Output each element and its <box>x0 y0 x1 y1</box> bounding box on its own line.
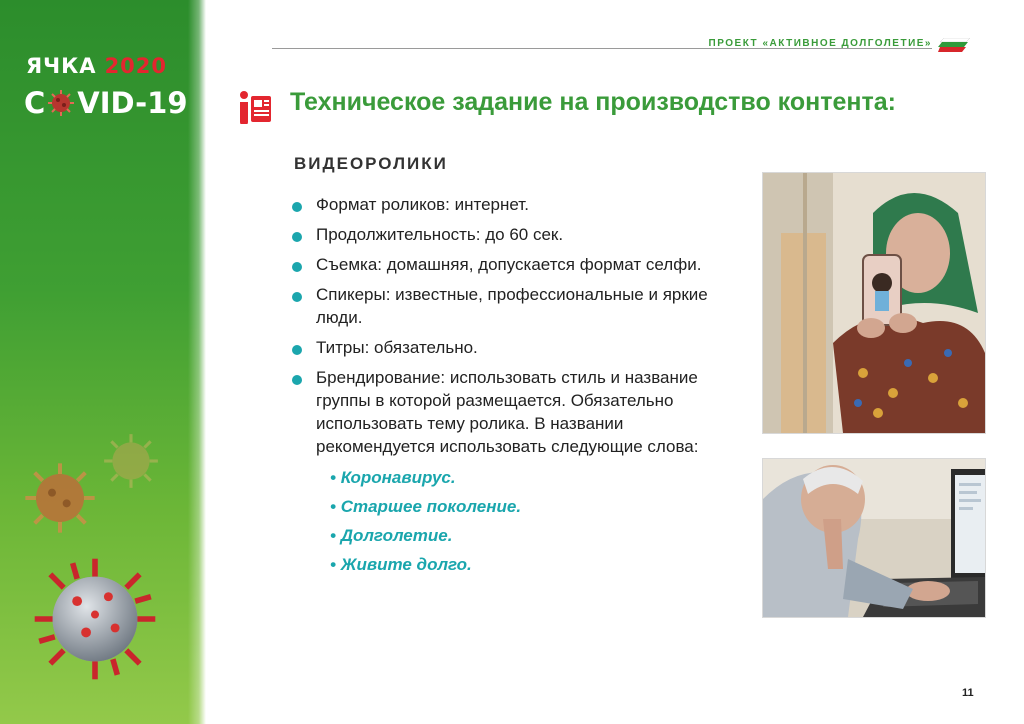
logo-brand-line <box>26 54 167 78</box>
list-item-text: Брендирование: использовать стиль и название группы в которой размещается. Обязательно использовать тему ролика. В названии рекомендуется использовать следующие слова: <box>316 368 699 456</box>
project-title: ПРОЕКТ «АКТИВНОЕ ДОЛГОЛЕТИЕ» <box>708 38 932 49</box>
keyword-text: Живите долго. <box>340 555 472 574</box>
bulgarian-flag-icon <box>938 38 970 52</box>
bullet-dot-icon <box>292 202 302 212</box>
list-item-text: Формат роликов: интернет. <box>316 195 529 214</box>
page-number: 11 <box>962 687 974 699</box>
logo-letter-c: C <box>24 86 46 120</box>
photo-elderly-man-laptop <box>762 458 986 618</box>
logo-text-rest: VID-19 <box>77 86 188 120</box>
virus-icon <box>46 88 76 118</box>
bullet-dot-icon <box>292 375 302 385</box>
list-item <box>290 253 750 276</box>
keywords-list <box>290 466 750 576</box>
logo-covid-line <box>24 86 188 120</box>
bullet-dot-icon <box>292 262 302 272</box>
list-item <box>290 366 716 458</box>
keyword-text: Долголетие. <box>340 526 453 545</box>
document-info-icon <box>238 90 274 124</box>
logo-year: 2020 <box>104 54 168 78</box>
sidebar-fade-edge <box>188 0 206 724</box>
list-item <box>290 223 750 246</box>
virus-decoration-icon <box>28 552 162 686</box>
list-item-text: Продолжительность: до 60 сек. <box>316 225 564 244</box>
virus-decoration-icon <box>20 458 100 538</box>
section-title: ВИДЕОРОЛИКИ <box>294 154 448 173</box>
list-item <box>290 283 716 329</box>
virus-decoration-icon <box>100 430 162 492</box>
bullet-dot-icon <box>292 232 302 242</box>
list-item-text: Титры: обязательно. <box>316 338 478 357</box>
list-item-text: Спикеры: известные, профессиональные и яркие люди. <box>316 285 708 327</box>
list-item-text: Съемка: домашняя, допускается формат селфи. <box>316 255 702 274</box>
list-item <box>290 336 750 359</box>
bullet-dot-icon <box>292 345 302 355</box>
keyword-item: • Старшее поколение. <box>330 497 522 516</box>
keyword-text: Коронавирус. <box>340 468 456 487</box>
bullet-dot-icon <box>292 292 302 302</box>
keyword-item: • Коронавирус. <box>330 468 456 487</box>
photo-elderly-woman-selfie <box>762 172 986 434</box>
page-title: Техническое задание на производство контента: <box>290 88 896 116</box>
requirements-list <box>290 193 750 582</box>
list-item <box>290 193 750 216</box>
keyword-text: Старшее поколение. <box>340 497 522 516</box>
keyword-item: • Живите долго. <box>330 555 472 574</box>
keyword-item: • Долголетие. <box>330 526 453 545</box>
logo-word: ЯЧКА <box>26 54 97 78</box>
